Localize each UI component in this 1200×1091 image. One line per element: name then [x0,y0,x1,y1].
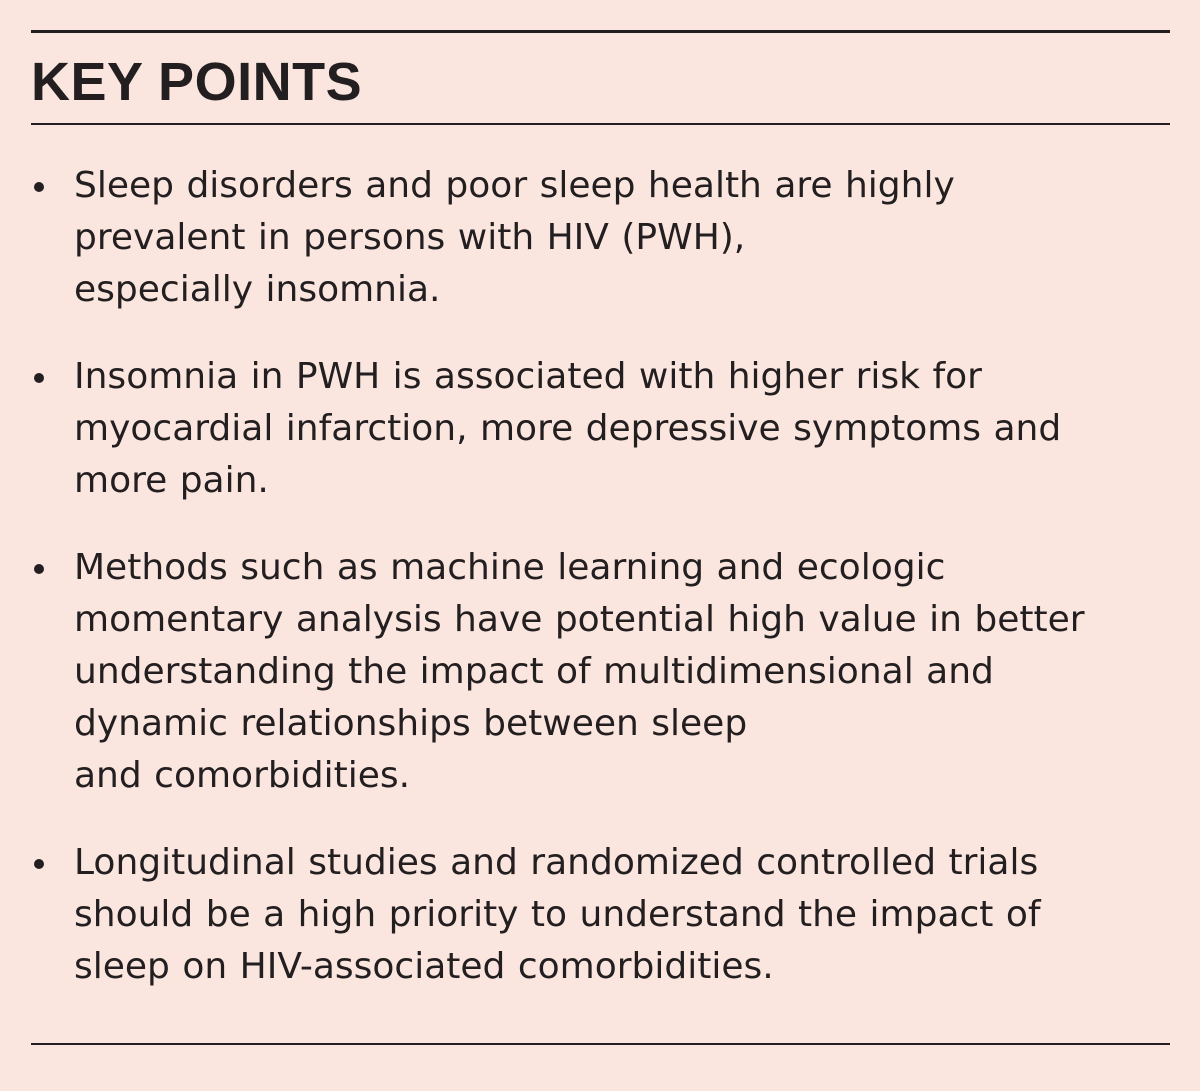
bullet-icon [34,564,44,574]
bullet-icon [34,373,44,383]
key-point-item [31,351,1170,507]
key-point-item [31,160,1170,316]
key-point-text: Insomnia in PWH is associated with higher risk for myocardial infarction, more depressive symptoms and more pain. [74,356,1062,501]
heading-rule [31,123,1170,125]
bullet-icon [34,182,44,192]
bottom-rule [31,1043,1170,1045]
key-point-text: Sleep disorders and poor sleep health are highly prevalent in persons with HIV (PWH), especially insomnia. [74,165,955,310]
key-points-heading: KEY POINTS [31,52,363,112]
bullet-icon [34,859,44,869]
key-point-item [31,542,1170,802]
key-points-list [31,160,1170,1028]
key-point-text: Longitudinal studies and randomized controlled trials should be a high priority to understand the impact of sleep on HIV-associated comorbidities. [74,842,1041,987]
key-point-text: Methods such as machine learning and ecologic momentary analysis have potential high value in better understanding the impact of multidimensional and dynamic relationships between sleep and comorbidities. [74,547,1085,796]
key-point-item [31,837,1170,993]
top-rule [31,30,1170,33]
